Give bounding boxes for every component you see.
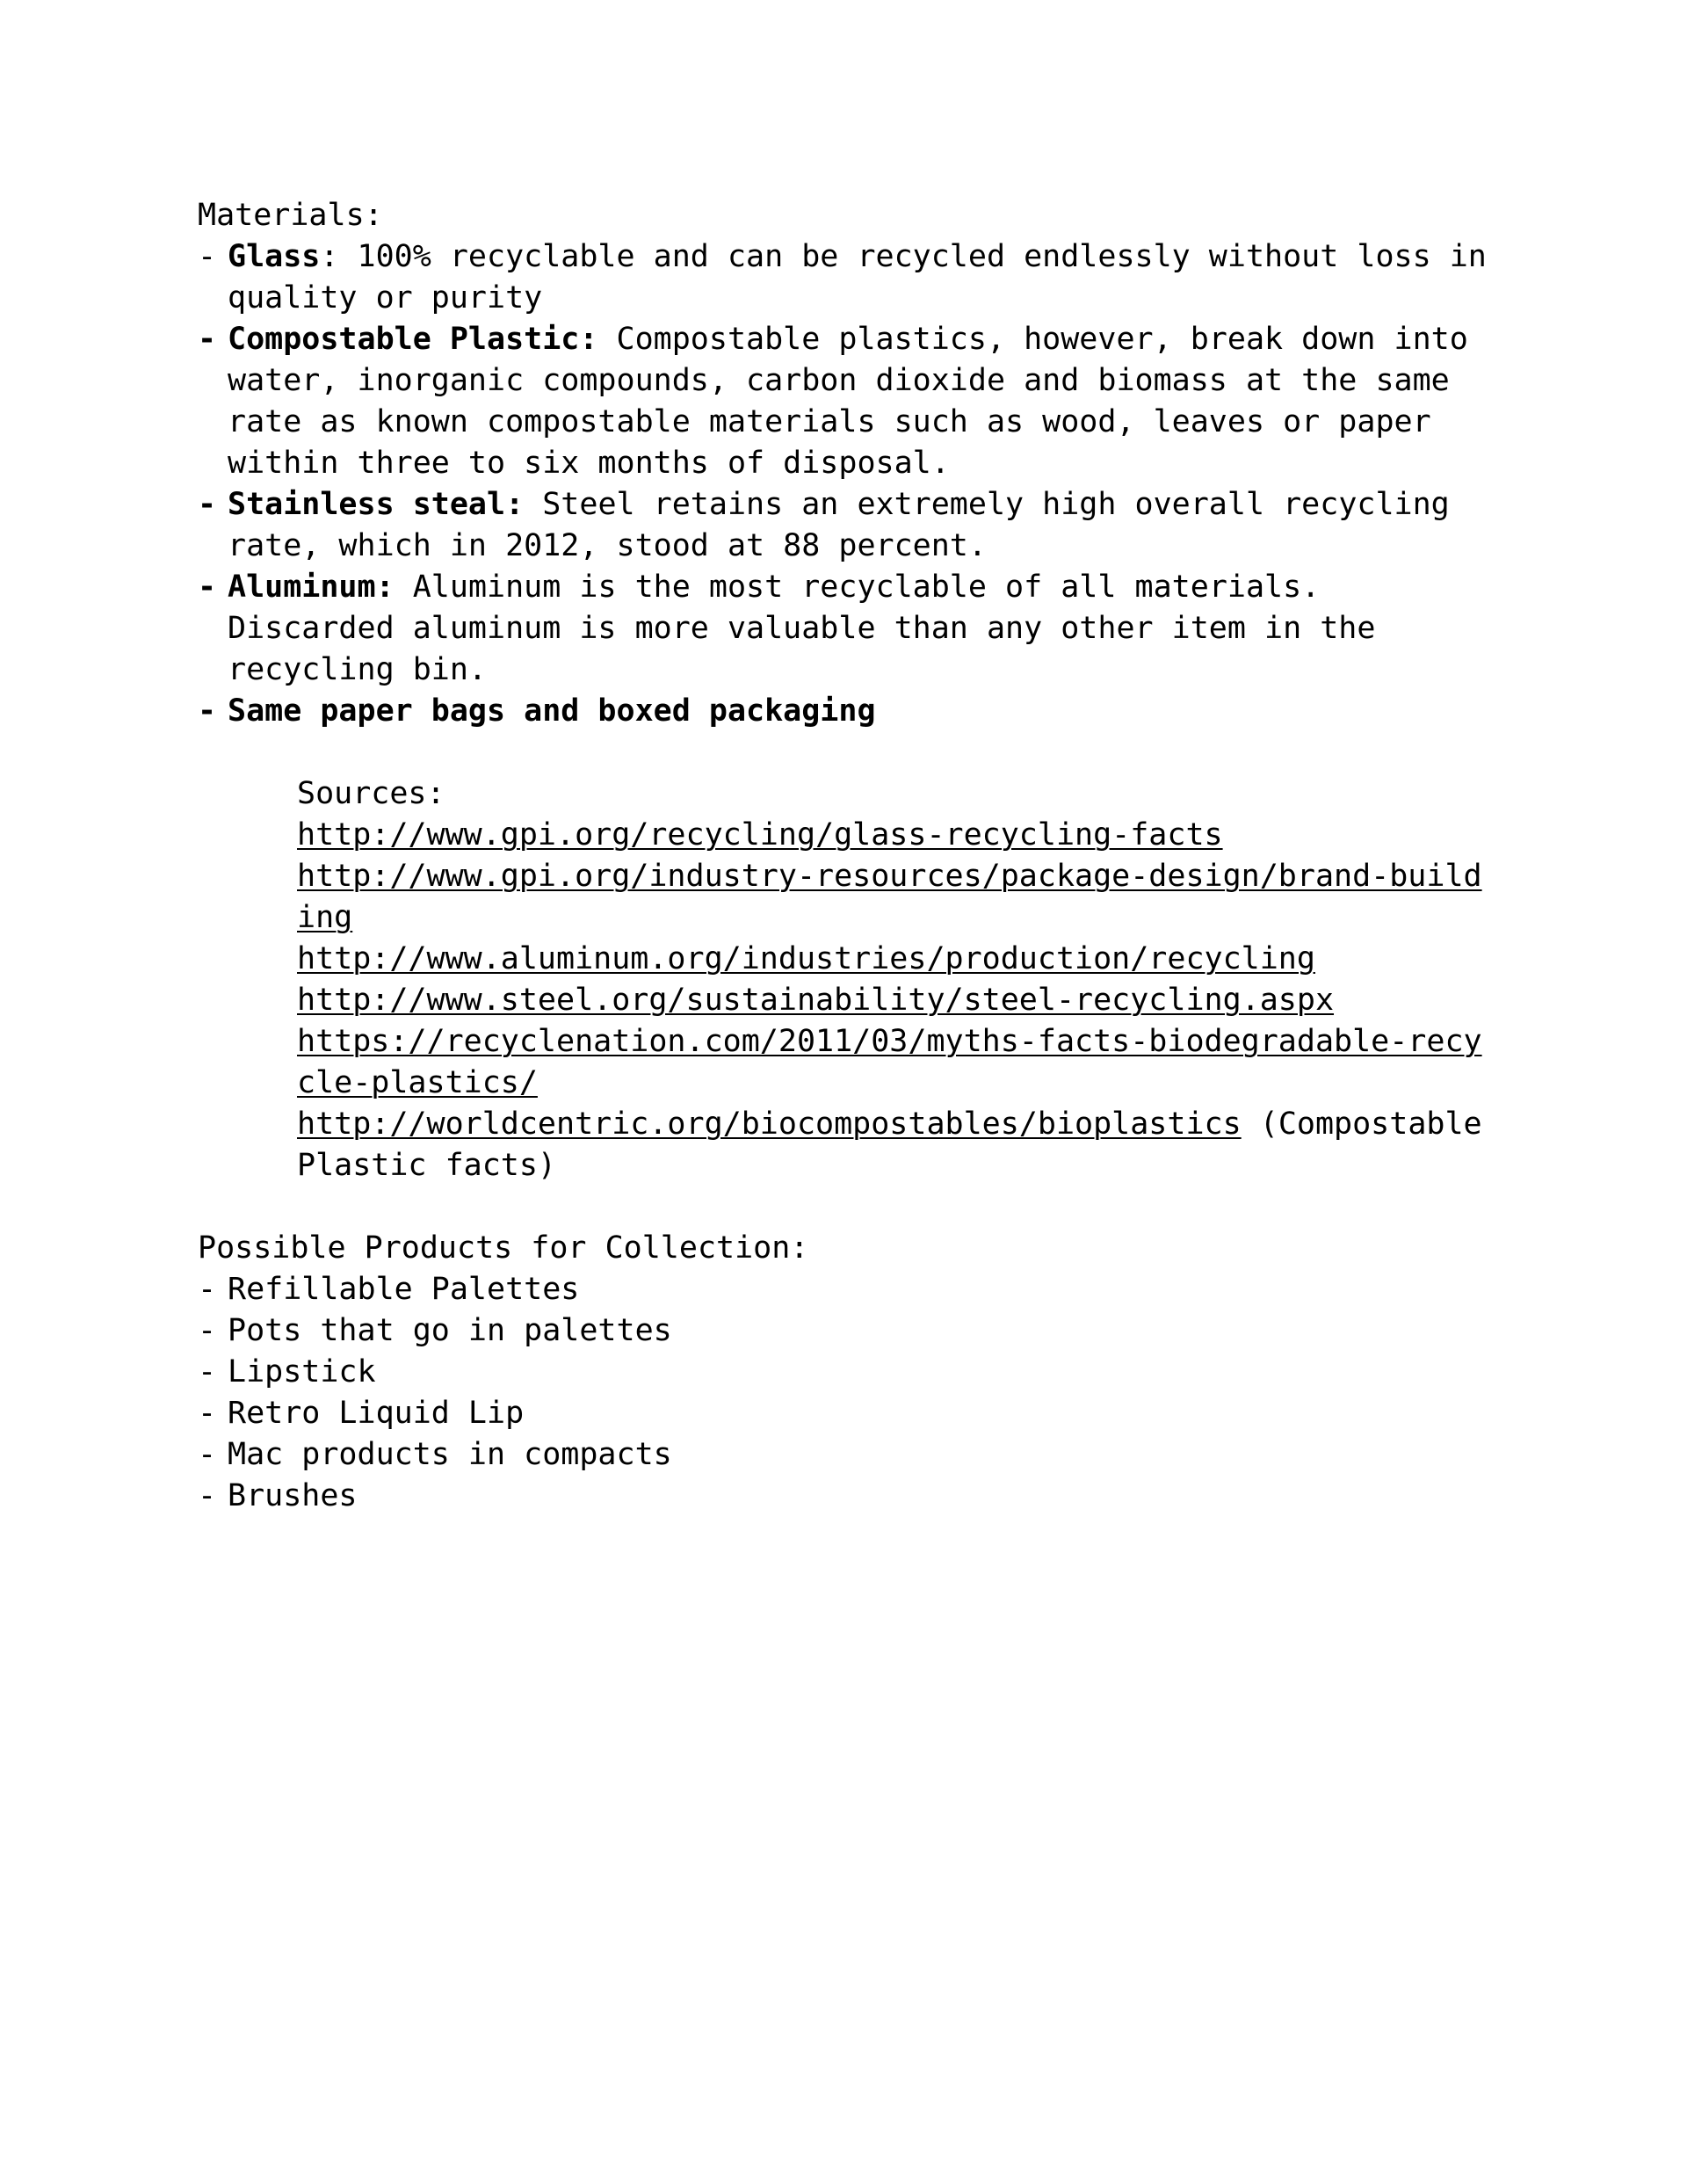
product-label: Brushes bbox=[228, 1478, 358, 1513]
products-list bbox=[198, 1269, 1498, 1517]
dash-bullet: - bbox=[198, 487, 217, 522]
source-link-aluminum[interactable]: http://www.aluminum.org/industries/production/recycling bbox=[297, 941, 1315, 976]
blank-line bbox=[198, 732, 1498, 773]
material-term: Stainless steal: bbox=[228, 487, 525, 522]
dash-bullet: - bbox=[198, 1354, 217, 1389]
dash-bullet: - bbox=[198, 1396, 217, 1431]
material-description: Aluminum is the most recyclable of all materials. Discarded aluminum is more valuable than any other item in the recycling bin. bbox=[228, 570, 1376, 687]
product-item bbox=[198, 1393, 1498, 1434]
material-term: Aluminum: bbox=[228, 570, 395, 605]
material-term: Same paper bags and boxed packaging bbox=[228, 693, 876, 729]
materials-heading: Materials: bbox=[198, 198, 383, 233]
material-term: Compostable Plastic: bbox=[228, 322, 598, 357]
dash-bullet: - bbox=[198, 570, 217, 605]
sources-heading: Sources: bbox=[297, 776, 445, 811]
material-description: Compostable plastics, however, break down into water, inorganic compounds, carbon dioxide and biomass at the same rate as known compostable materials such as wood, leaves or paper within three to six months of disposal. bbox=[228, 322, 1468, 481]
product-item bbox=[198, 1269, 1498, 1310]
dash-bullet: - bbox=[198, 1437, 217, 1472]
material-description: : 100% recyclable and can be recycled endlessly without loss in quality or purity bbox=[228, 239, 1487, 316]
product-label: Retro Liquid Lip bbox=[228, 1396, 525, 1431]
product-item bbox=[198, 1434, 1498, 1476]
dash-bullet: - bbox=[198, 1478, 217, 1513]
dash-bullet: - bbox=[198, 239, 217, 274]
material-item-paper-bags bbox=[198, 691, 1498, 732]
sources-section bbox=[198, 773, 1498, 1186]
material-item-stainless-steel bbox=[198, 484, 1498, 567]
products-heading: Possible Products for Collection: bbox=[198, 1230, 809, 1266]
material-item-aluminum bbox=[198, 567, 1498, 691]
document-page bbox=[198, 195, 1498, 1517]
source-link-steel[interactable]: http://www.steel.org/sustainability/steel-recycling.aspx bbox=[297, 983, 1335, 1018]
dash-bullet: - bbox=[198, 322, 217, 357]
material-item-glass bbox=[198, 236, 1498, 319]
dash-bullet: - bbox=[198, 693, 217, 729]
product-item bbox=[198, 1310, 1498, 1352]
source-link-glass[interactable]: http://www.gpi.org/recycling/glass-recycling-facts bbox=[297, 817, 1223, 853]
materials-list bbox=[198, 236, 1498, 732]
blank-line bbox=[198, 1186, 1498, 1228]
dash-bullet: - bbox=[198, 1313, 217, 1348]
product-label: Mac products in compacts bbox=[228, 1437, 672, 1472]
material-description: Steel retains an extremely high overall recycling rate, which in 2012, stood at 88 percent. bbox=[228, 487, 1450, 563]
product-label: Refillable Palettes bbox=[228, 1272, 580, 1307]
dash-bullet: - bbox=[198, 1272, 217, 1307]
source-link-worldcentric[interactable]: http://worldcentric.org/biocompostables/bioplastics bbox=[297, 1107, 1242, 1142]
source-note: (Compostable Plastic facts) bbox=[297, 1107, 1482, 1183]
material-term: Glass bbox=[228, 239, 321, 274]
material-item-compostable-plastic bbox=[198, 319, 1498, 484]
product-label: Lipstick bbox=[228, 1354, 376, 1389]
source-link-recyclenation[interactable]: https://recyclenation.com/2011/03/myths-facts-biodegradable-recycle-plastics/ bbox=[297, 1024, 1482, 1100]
product-item bbox=[198, 1476, 1498, 1517]
product-item bbox=[198, 1352, 1498, 1393]
source-link-package-design[interactable]: http://www.gpi.org/industry-resources/package-design/brand-building bbox=[297, 859, 1482, 935]
product-label: Pots that go in palettes bbox=[228, 1313, 672, 1348]
